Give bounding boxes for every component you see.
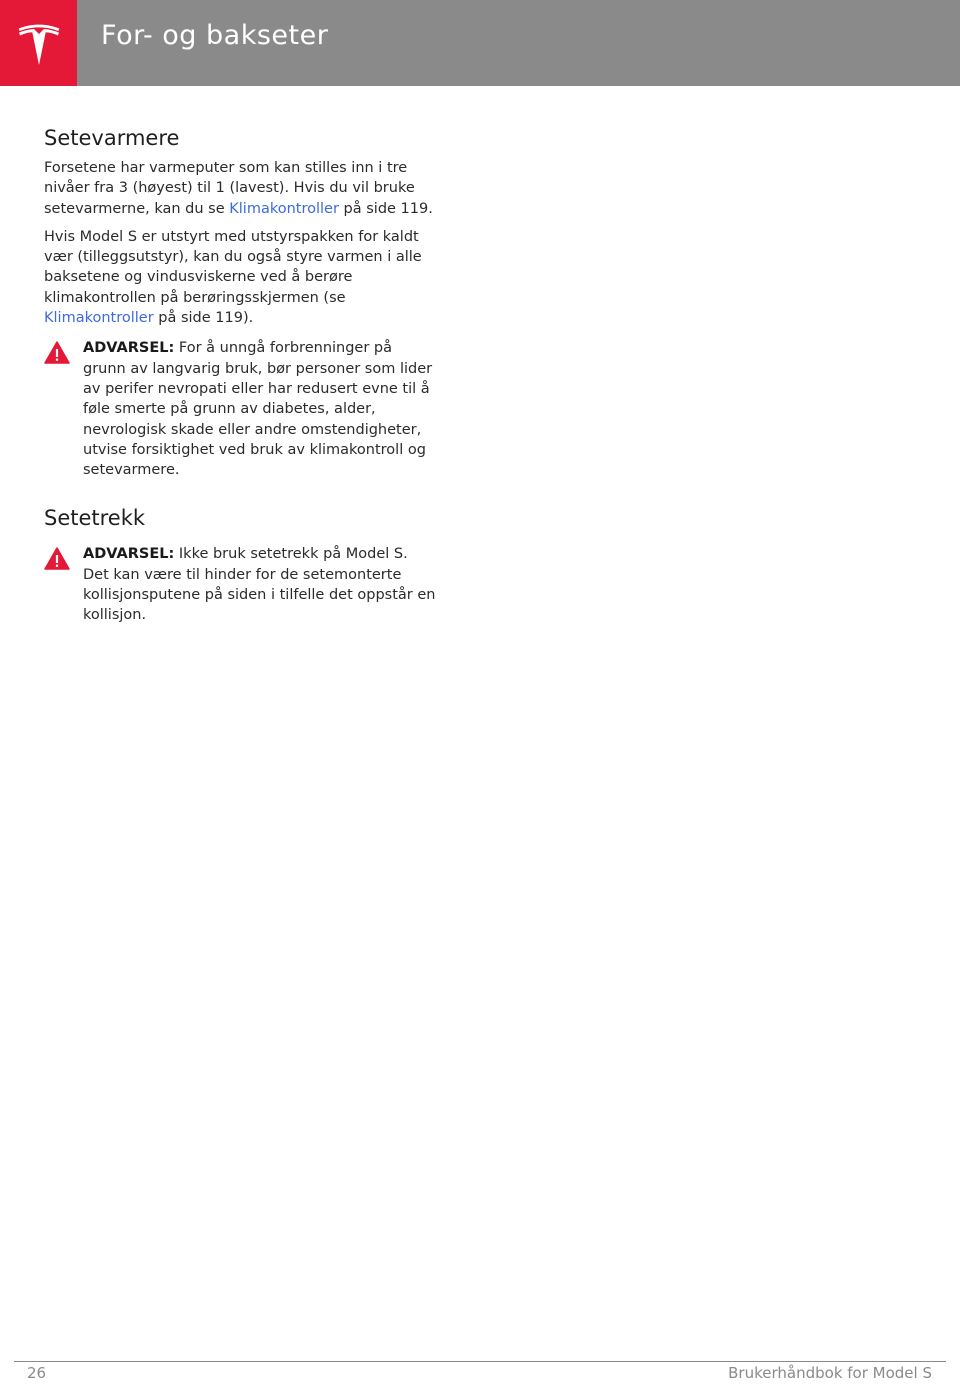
section-seat-covers <box>44 506 438 625</box>
paragraph-seat-heaters-1 <box>44 158 438 219</box>
warning-text: Ikke bruk setetrekk på Model S. Det kan være til hinder for de setemonterte kollisjonsputene på siden i tilfelle det oppstår en kollisjon. <box>83 546 436 624</box>
page-number: 26 <box>27 1364 47 1382</box>
link-climate-controls[interactable]: Klimakontroller <box>229 200 339 217</box>
warning-burns <box>44 338 438 480</box>
warning-triangle-icon <box>44 341 70 364</box>
paragraph-seat-heaters-2 <box>44 227 438 328</box>
paragraph-text: på side 119). <box>153 310 254 327</box>
tesla-logo-icon <box>17 20 61 66</box>
footer-divider <box>14 1361 946 1362</box>
manual-title: Brukerhåndbok for Model S <box>728 1364 932 1382</box>
paragraph-text: Forsetene har varmeputer som kan stilles inn i tre nivåer fra 3 (høyest) til 1 (lavest). Hvis du vil bruke setevarmerne, kan du se <box>44 160 415 217</box>
page-title: For- og bakseter <box>101 20 329 51</box>
brand-logo-box <box>0 0 77 86</box>
section-heading-seat-covers: Setetrekk <box>44 506 146 531</box>
page-header <box>0 0 960 86</box>
section-heading-seat-heaters: Setevarmere <box>44 126 180 150</box>
main-content <box>44 126 438 626</box>
warning-seat-covers <box>44 544 438 625</box>
paragraph-text: på side 119. <box>338 200 433 217</box>
paragraph-text: Hvis Model S er utstyrt med utstyrspakken for kaldt vær (tilleggsutstyr), kan du også styre varmen i alle baksetene og vindusviskerne ved å berøre klimakontrollen på berøringsskjermen (se <box>44 228 422 306</box>
link-climate-controls[interactable]: Klimakontroller <box>44 310 154 327</box>
warning-text: For å unngå forbrenninger på grunn av langvarig bruk, bør personer som lider av perifer nevropati eller har redusert evne til å føle smerte på grunn av diabetes, alder, nevrologisk skade eller andre omstendigheter, utvise forsiktighet ved bruk av klimakontroll og setevarmere. <box>83 340 433 479</box>
warning-label: ADVARSEL: <box>83 546 175 563</box>
warning-label: ADVARSEL: <box>83 340 175 357</box>
warning-triangle-icon <box>44 547 70 570</box>
